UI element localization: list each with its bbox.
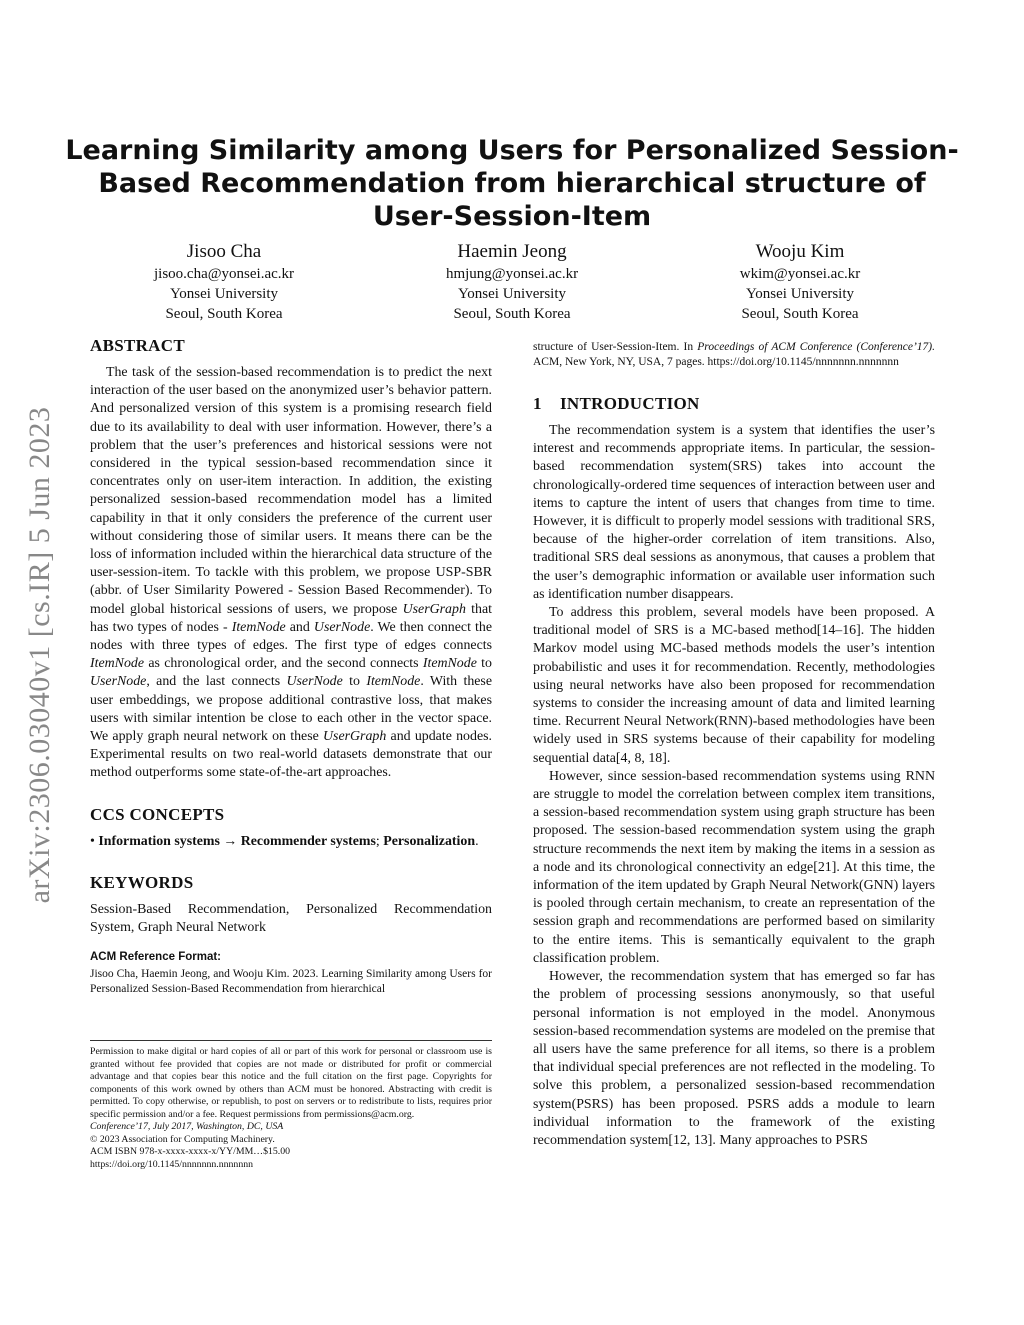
author-affiliation: Yonsei University: [169, 286, 279, 302]
acm-reference-text: Jisoo Cha, Haemin Jeong, and Wooju Kim. 2023. Learning Similarity among Users for Personalized Session-Based Recommendation from hierarchical: [90, 968, 492, 996]
intro-paragraph: However, the recommendation system that has emerged so far has the problem of processing sessions anonymously, so that useful personal information is not employed in the model. Anonymous session-based recommendation systems are modeled on the premise that all users have the same preference for all items, so there is a problem that individual special preferences are not reflected in the modeling. To solve this problem, a personalized session-based recommendation system(PSRS) has been proposed. PSRS adds a module to learn individual information to the framework of the existing recommendation system[12, 13]. Many approaches to PSRS: [533, 969, 935, 1148]
author-3: [656, 240, 944, 324]
ccs-heading: CCS CONCEPTS: [90, 804, 225, 824]
author-email: hmjung@yonsei.ac.kr: [445, 266, 579, 282]
author-location: Seoul, South Korea: [453, 306, 571, 322]
acm-reference-heading: ACM Reference Format:: [90, 951, 221, 964]
acm-reference-continued: structure of User-Session-Item. In Proceedings of ACM Conference (Conference’17). ACM, New York, NY, USA, 7 pages. https://doi.org/10.1145/nnnnnnn.nnnnnnn: [533, 341, 935, 368]
copyright-line: © 2023 Association for Computing Machinery.: [90, 1133, 275, 1145]
author-2: [368, 240, 656, 324]
keywords-heading: KEYWORDS: [90, 872, 194, 892]
conference-line: Conference’17, July 2017, Washington, DC, USA: [90, 1121, 284, 1132]
author-email: jisoo.cha@yonsei.ac.kr: [153, 266, 295, 282]
keywords-text: Session-Based Recommendation, Personalized Recommendation System, Graph Neural Network: [90, 901, 492, 936]
author-location: Seoul, South Korea: [165, 306, 283, 322]
intro-paragraph: The recommendation system is a system that identifies the user’s interest and recommends appropriate items. In particular, the session-based recommendation system(SRS) takes into account the chronologically-ordered time sequences of interaction between user and items to capture the intent of users that changes from time to time. However, it is difficult to properly model sessions with traditional SRS, because of the higher-order correlation of item transitions. Also, traditional SRS deal sessions as anonymous, that causes a problem that the user’s demographic information or available user information such as identification number disappears.: [533, 423, 935, 602]
permission-notice: Permission to make digital or hard copies of all or part of this work for personal or classroom use is granted without fee provided that copies are not made or distributed for profit or commercial advantage and that copies bear this notice and the full citation on the first page. Copyrights for components of this work owned by others than ACM must be honored. Abstracting with credit is permitted. To copy otherwise, or republish, to post on servers or to redistribute to lists, requires prior specific permission and/or a fee. Request permissions from permissions@acm.org.: [90, 1046, 492, 1120]
page-title: Learning Similarity among Users for Personalized Session-Based Recommendation from hierarchical structure of User-Session-Item: [65, 135, 959, 232]
author-location: Seoul, South Korea: [741, 306, 859, 322]
left-column: [90, 336, 492, 997]
doi-line: https://doi.org/10.1145/nnnnnnn.nnnnnnn: [90, 1158, 254, 1170]
author-email: wkim@yonsei.ac.kr: [739, 266, 861, 282]
abstract-text: The task of the session-based recommendation is to predict the next interaction of the user based on the anonymized user’s behavior pattern. And personalized version of this system is a promising research field due to its availability to deal with user information. However, there’s a problem that the user’s preferences and historical sessions were not considered in the typical session-based recommendation since it concentrates only on user-item interaction. In addition, the existing personalized session-based recommendation model has a limited capability in that it only considers the preference of the current user without considering those of similar users. It means there can be the loss of information included within the hierarchical data structure of the user-session-item. To tackle with this problem, we propose USP-SBR (abbr. of User Similarity Powered - Session Based Recommender). To model global historical sessions of users, we propose UserGraph that has two types of nodes - ItemNode and UserNode. We then connect the nodes with three types of edges. The first type of edges connects ItemNode as chronological order, and the second connects ItemNode to UserNode, and the last connects UserNode to ItemNode. With these user embeddings, we propose additional contrastive loss, that makes users with similar intention be close to each other in the vector space. We apply graph neural network on these UserGraph and update nodes. Experimental results on two real-world datasets demonstrate that our method outperforms some state-of-the-art approaches.: [90, 365, 493, 781]
isbn-line: ACM ISBN 978-x-xxxx-xxxx-x/YY/MM…$15.00: [90, 1146, 291, 1157]
intro-paragraph: To address this problem, several models have been proposed. A traditional model of SRS is a MC-based method[14–16]. The hidden Markov model using MC-based methods models the user’s intention probabilistic and uses it for recommendation. Recently, methodologies using neural networks have also been proposed for recommendation systems to consider the increasing amount of data and limited learning time. Recurrent Neural Network(RNN)-based methodologies have been widely used in SRS systems because of their capability for modeling sequential data[4, 8, 18].: [533, 605, 935, 766]
author-affiliation: Yonsei University: [745, 286, 855, 302]
author-1: [80, 240, 368, 324]
copyright-block: [90, 1040, 492, 1171]
author-affiliation: Yonsei University: [457, 286, 567, 302]
abstract-heading: ABSTRACT: [90, 336, 185, 355]
arxiv-stamp: arXiv:2306.03040v1 [cs.IR] 5 Jun 2023: [23, 406, 56, 904]
intro-paragraph: However, since session-based recommendation systems using RNN are struggle to model the correlation between complex item transitions, a session-based recommendation system using graph structure has been proposed. The session-based recommendation system using the graph structure recommends the next item by making the items in a session as a node and its chronological connectivity an edge[21]. At this time, the information of the item updated by Graph Neural Network(GNN) layers is pooled through certain mechanism, to create an representation of the session graph and recommendations are performed based on similarity to the entire items. This is semantically equivalent to the graph classification problem.: [533, 768, 935, 966]
author-block: [80, 240, 944, 324]
introduction-heading: 1 INTRODUCTION: [533, 394, 700, 413]
author-name: Wooju Kim: [755, 241, 845, 262]
author-name: Jisoo Cha: [186, 241, 262, 262]
author-name: Haemin Jeong: [457, 241, 567, 262]
ccs-concepts: • Information systems → Recommender systems; Personalization.: [90, 833, 479, 849]
right-column: [533, 340, 935, 1150]
